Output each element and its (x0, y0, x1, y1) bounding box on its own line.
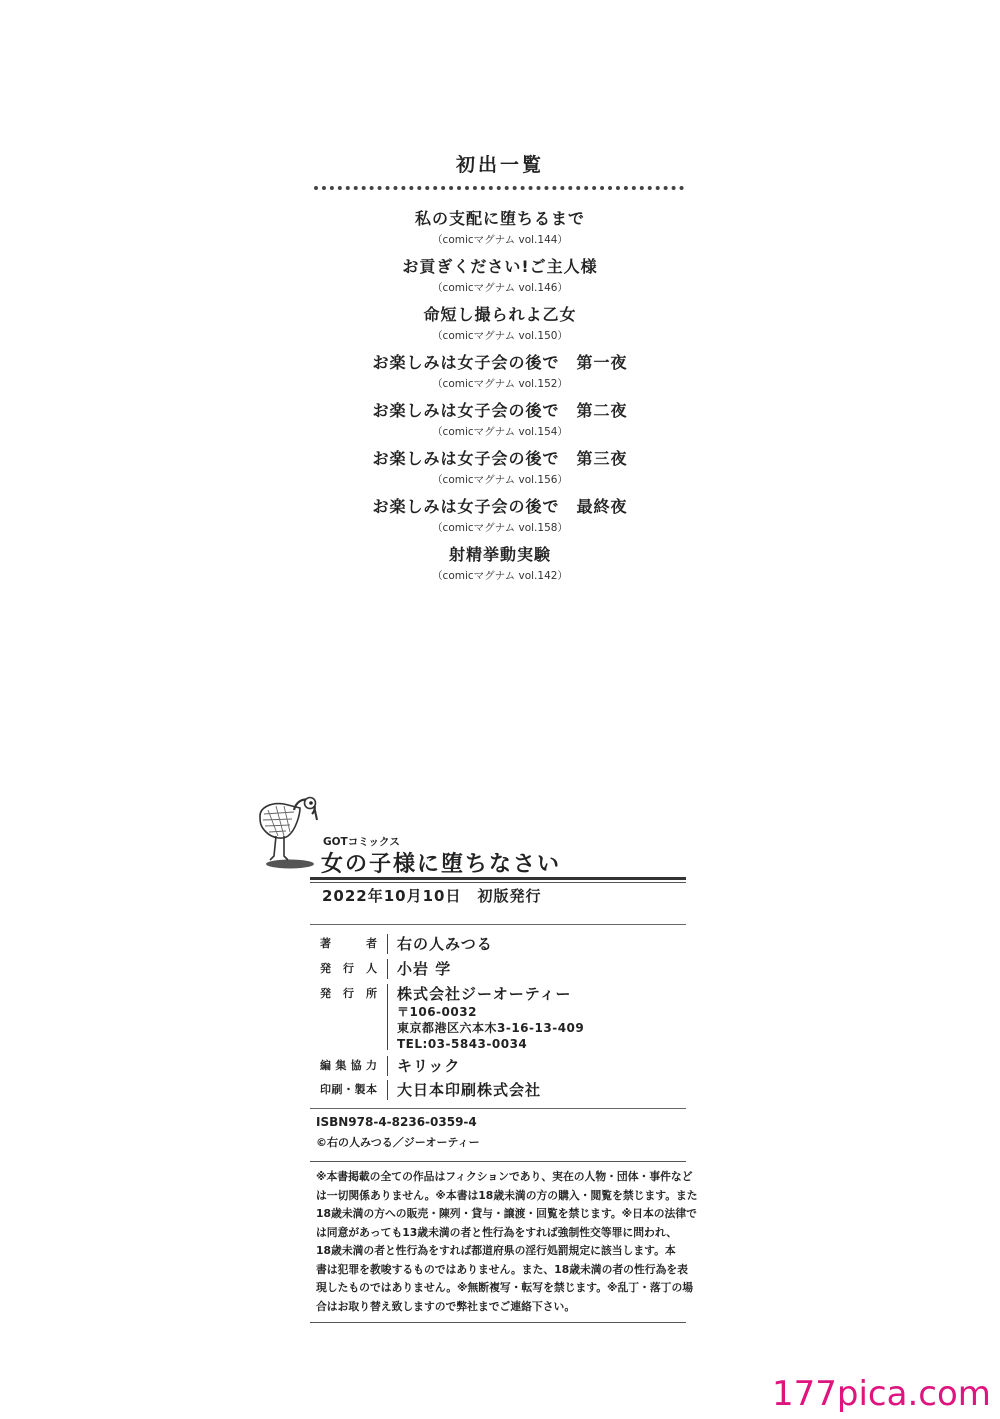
title-rule-thin (310, 882, 686, 883)
dotted-divider (314, 186, 684, 190)
work-title: お楽しみは女子会の後で 第三夜 (372, 449, 628, 468)
work-title: 射精挙動実験 (448, 545, 551, 564)
work-source: （comicマグナム vol.154） (432, 426, 568, 438)
work-source: （comicマグナム vol.152） (432, 378, 568, 390)
credit-label: 発行所 (320, 984, 388, 1050)
work-title: お楽しみは女子会の後で 最終夜 (372, 497, 628, 516)
notice-line: は一切関係ありません。※本書は18歳未満の方の購入・閲覧を禁じます。また (316, 1188, 698, 1202)
work-title: お楽しみは女子会の後で 第一夜 (372, 353, 628, 372)
address: 東京都港区六本木3-16-13-409 (397, 1021, 585, 1035)
isbn: ISBN978-4-8236-0359-4 (316, 1115, 477, 1129)
credit-label: 編集協力 (320, 1056, 388, 1076)
postal-code: 〒106-0032 (397, 1005, 477, 1019)
title-rule-thick (310, 877, 686, 880)
works-list (0, 206, 1000, 590)
work-item (0, 302, 1000, 350)
publisher-details (397, 984, 584, 1052)
work-item (0, 542, 1000, 590)
watermark: 177pica.com (772, 1374, 991, 1414)
section-rule (310, 924, 686, 925)
copyright: ©右の人みつる／ジーオーティー (316, 1136, 480, 1149)
work-item (0, 494, 1000, 542)
book-title: 女の子様に堕ちなさい (321, 852, 562, 877)
credit-row-publisher-person (320, 959, 686, 984)
credit-row-printing (320, 1080, 686, 1104)
work-source: （comicマグナム vol.144） (432, 234, 568, 246)
credit-editing: キリック (397, 1057, 461, 1075)
notice-line: 書は犯罪を教唆するものではありません。また、18歳未満の者の性行為を表 (316, 1262, 688, 1276)
notice-line: は同意があっても13歳未満の者と性行為をすれば強制性交等罪に問われ、 (316, 1225, 678, 1239)
work-item (0, 206, 1000, 254)
legal-notice (310, 1161, 698, 1323)
work-source: （comicマグナム vol.142） (432, 570, 568, 582)
credit-label: 印刷・製本 (320, 1080, 388, 1100)
notice-line: 18歳未満の者と性行為をすれば都道府県の淫行処罰規定に該当します。本 (316, 1244, 676, 1257)
credit-label: 著 者 (320, 934, 388, 954)
credit-author: 右の人みつる (397, 935, 493, 953)
section-rule (310, 1108, 686, 1109)
work-title: 命短し撮られよ乙女 (423, 305, 577, 324)
work-title: お貢ぎください!ご主人様 (402, 257, 598, 276)
work-source: （comicマグナム vol.158） (432, 522, 568, 534)
publication-date: 2022年10月10日 初版発行 (322, 887, 542, 905)
notice-line: 現したものではありません。※無断複写・転写を禁じます。※乱丁・落丁の場 (316, 1281, 694, 1294)
bird-mascot-icon (254, 792, 322, 872)
series-label: GOTコミックス (323, 836, 400, 848)
notice-line: ※本書掲載の全ての作品はフィクションであり、実在の人物・団体・事件など (316, 1170, 693, 1183)
work-item (0, 254, 1000, 302)
work-source: （comicマグナム vol.150） (432, 330, 568, 342)
credit-label: 発行人 (320, 959, 388, 979)
notice-line: 18歳未満の方への販売・陳列・貸与・譲渡・回覧を禁じます。※日本の法律で (316, 1207, 697, 1220)
credit-publisher: 株式会社ジーオーティー (397, 985, 572, 1003)
credit-row-editing (320, 1056, 686, 1080)
work-source: （comicマグナム vol.146） (432, 282, 568, 294)
credit-row-author (320, 934, 686, 959)
credit-row-publisher (320, 984, 686, 1056)
work-title: 私の支配に堕ちるまで (414, 209, 585, 228)
work-item (0, 350, 1000, 398)
work-item (0, 446, 1000, 494)
telephone: TEL:03-5843-0034 (397, 1037, 528, 1051)
notice-line: 合はお取り替え致しますので弊社までご連絡下さい。 (316, 1299, 576, 1313)
work-item (0, 398, 1000, 446)
first-appearances-heading: 初出一覧 (455, 154, 544, 176)
work-source: （comicマグナム vol.156） (432, 474, 568, 486)
credit-publisher-person: 小岩 学 (397, 960, 452, 978)
credit-printing: 大日本印刷株式会社 (397, 1081, 542, 1099)
work-title: お楽しみは女子会の後で 第二夜 (372, 401, 628, 420)
credits-block (320, 934, 686, 1104)
